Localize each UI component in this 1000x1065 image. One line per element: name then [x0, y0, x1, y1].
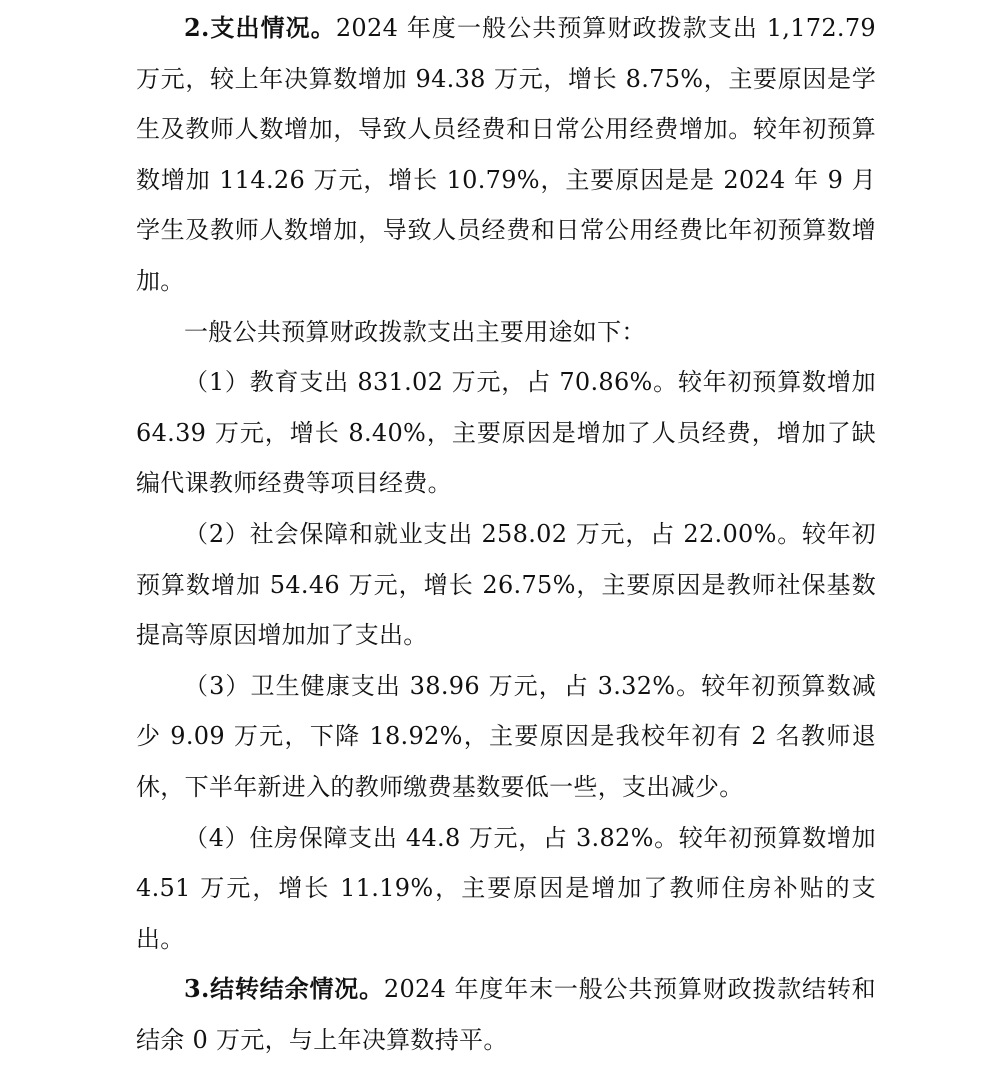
item-education: （1）教育支出 831.02 万元，占 70.86%。较年初预算数增加 64.39 万元，增长 8.40%，主要原因是增加了人员经费，增加了缺编代课教师经费等项目经费。: [136, 368, 876, 498]
document-page: [136, 0, 876, 1065]
item-social-security: （2）社会保障和就业支出 258.02 万元，占 22.00%。较年初预算数增加 54.46 万元，增长 26.75%，主要原因是教师社保基数提高等原因增加加了支出。: [136, 519, 876, 650]
carryover-heading: 3.结转结余情况。: [184, 974, 384, 1004]
item-health: （3）卫生健康支出 38.96 万元，占 3.32%。较年初预算数减少 9.09 万元，下降 18.92%，主要原因是我校年初有 2 名教师退休，下半年新进入的教师缴费基数要低一些，支出减少。: [136, 671, 876, 801]
expenditure-paragraph: [136, 3, 876, 307]
expenditure-text: 2024 年度一般公共预算财政拨款支出 1,172.79 万元，较上年决算数增加 94.38 万元，增长 8.75%，主要原因是学生及教师人数增加，导致人员经费和日常公用经费增加。较年初预算数增加 114.26 万元，增长 10.79%，主要原因是是 2024 年 9 月学生及教师人数增加，导致人员经费和日常公用经费比年初预算数增加。: [136, 14, 876, 295]
item-housing: （4）住房保障支出 44.8 万元，占 3.82%。较年初预算数增加 4.51 万元，增长 11.19%，主要原因是增加了教师住房补贴的支出。: [136, 823, 876, 953]
carryover-text: 2024 年度年末一般公共预算财政拨款结转和结余 0 万元，与上年决算数持平。: [136, 975, 876, 1054]
carryover-paragraph: [136, 964, 876, 1065]
expenditure-heading: 2.支出情况。: [184, 13, 336, 42]
uses-intro-paragraph: 一般公共预算财政拨款支出主要用途如下：: [184, 317, 646, 346]
